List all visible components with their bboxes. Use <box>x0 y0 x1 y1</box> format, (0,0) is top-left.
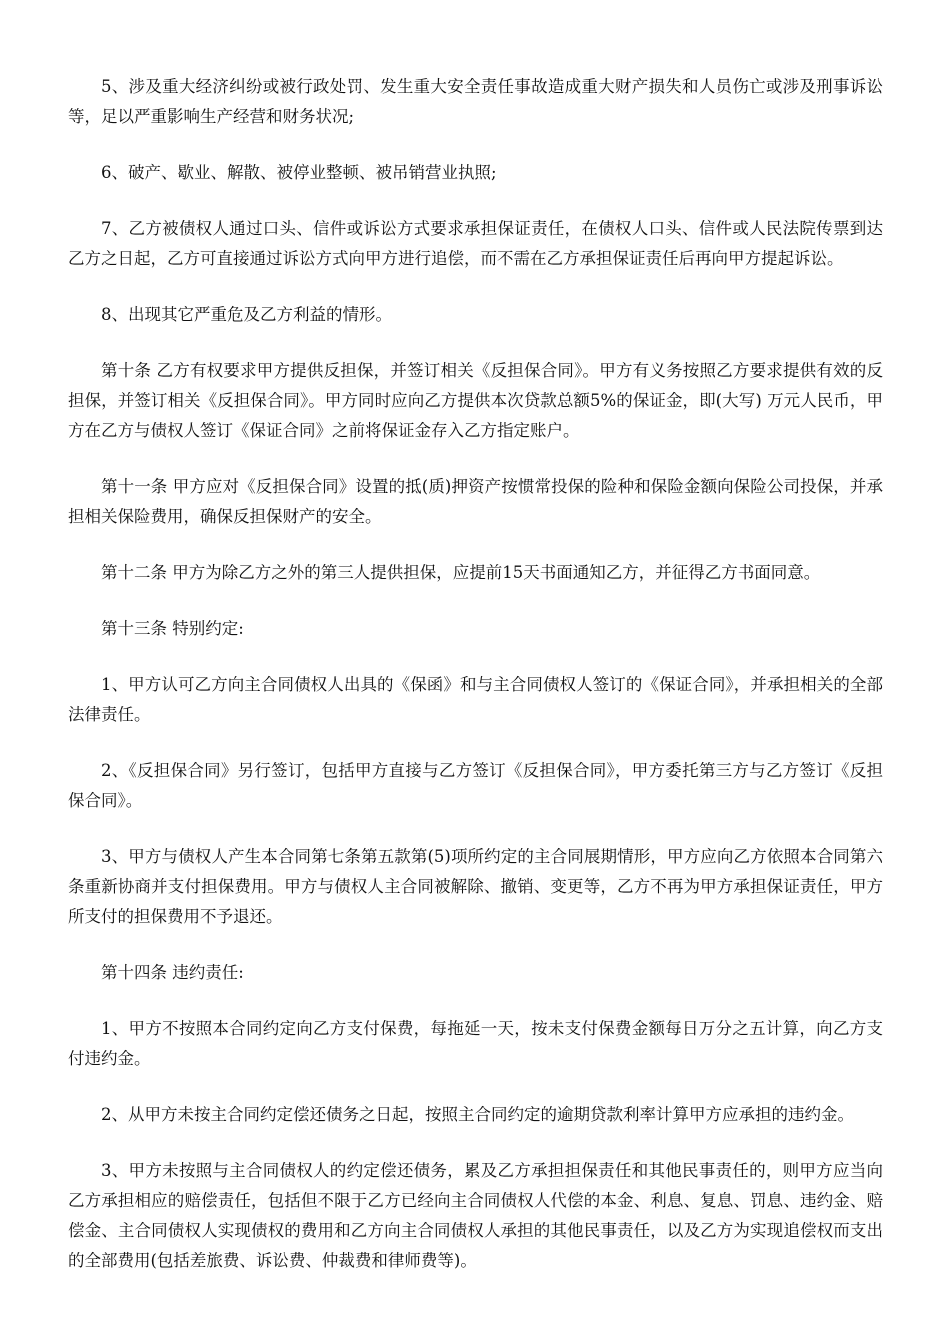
article-14-clause-1: 1、甲方不按照本合同约定向乙方支付保费，每拖延一天，按未支付保费金额每日万分之五计算，向乙方支付违约金。 <box>68 1019 883 1068</box>
paragraph-item-8: 8、出现其它严重危及乙方利益的情形。 <box>101 305 392 324</box>
article-14-clause-2: 2、从甲方未按主合同约定偿还债务之日起，按照主合同约定的逾期贷款利率计算甲方应承担的违约金。 <box>101 1105 854 1124</box>
paragraph-item-5: 5、涉及重大经济纠纷或被行政处罚、发生重大安全责任事故造成重大财产损失和人员伤亡或涉及刑事诉讼等，足以严重影响生产经营和财务状况; <box>68 77 883 126</box>
article-13-clause-3: 3、甲方与债权人产生本合同第七条第五款第(5)项所约定的主合同展期情形，甲方应向乙方依照本合同第六条重新协商并支付担保费用。甲方与债权人主合同被解除、撤销、变更等，乙方不再为甲方承担保证责任，甲方所支付的担保费用不予退还。 <box>68 847 883 926</box>
article-11: 第十一条 甲方应对《反担保合同》设置的抵(质)押资产按惯常投保的险种和保险金额向保险公司投保，并承担相关保险费用，确保反担保财产的安全。 <box>68 477 883 526</box>
article-13-clause-2: 2、《反担保合同》另行签订，包括甲方直接与乙方签订《反担保合同》，甲方委托第三方与乙方签订《反担保合同》。 <box>68 761 883 810</box>
article-13-clause-1: 1、甲方认可乙方向主合同债权人出具的《保函》和与主合同债权人签订的《保证合同》，并承担相关的全部法律责任。 <box>68 675 883 724</box>
article-10: 第十条 乙方有权要求甲方提供反担保，并签订相关《反担保合同》。甲方有义务按照乙方要求提供有效的反担保，并签订相关《反担保合同》。甲方同时应向乙方提供本次贷款总额5%的保证金，即(大写) 万元人民币，甲方在乙方与债权人签订《保证合同》之前将保证金存入乙方指定账户。 <box>68 361 883 440</box>
article-14-heading: 第十四条 违约责任: <box>101 963 244 982</box>
document-body <box>68 72 883 1302</box>
article-14-clause-3: 3、甲方未按照与主合同债权人的约定偿还债务，累及乙方承担担保责任和其他民事责任的，则甲方应当向乙方承担相应的赔偿责任，包括但不限于乙方已经向主合同债权人代偿的本金、利息、复息、罚息、违约金、赔偿金、主合同债权人实现债权的费用和乙方向主合同债权人承担的其他民事责任，以及乙方为实现追偿权而支出的全部费用(包括差旅费、诉讼费、仲裁费和律师费等)。 <box>68 1161 883 1270</box>
paragraph-item-6: 6、破产、歇业、解散、被停业整顿、被吊销营业执照; <box>101 163 497 182</box>
article-12: 第十二条 甲方为除乙方之外的第三人提供担保，应提前15天书面通知乙方，并征得乙方书面同意。 <box>101 563 821 582</box>
paragraph-item-7: 7、乙方被债权人通过口头、信件或诉讼方式要求承担保证责任，在债权人口头、信件或人民法院传票到达乙方之日起，乙方可直接通过诉讼方式向甲方进行追偿，而不需在乙方承担保证责任后再向甲方提起诉讼。 <box>68 219 883 268</box>
article-13-heading: 第十三条 特别约定: <box>101 619 244 638</box>
